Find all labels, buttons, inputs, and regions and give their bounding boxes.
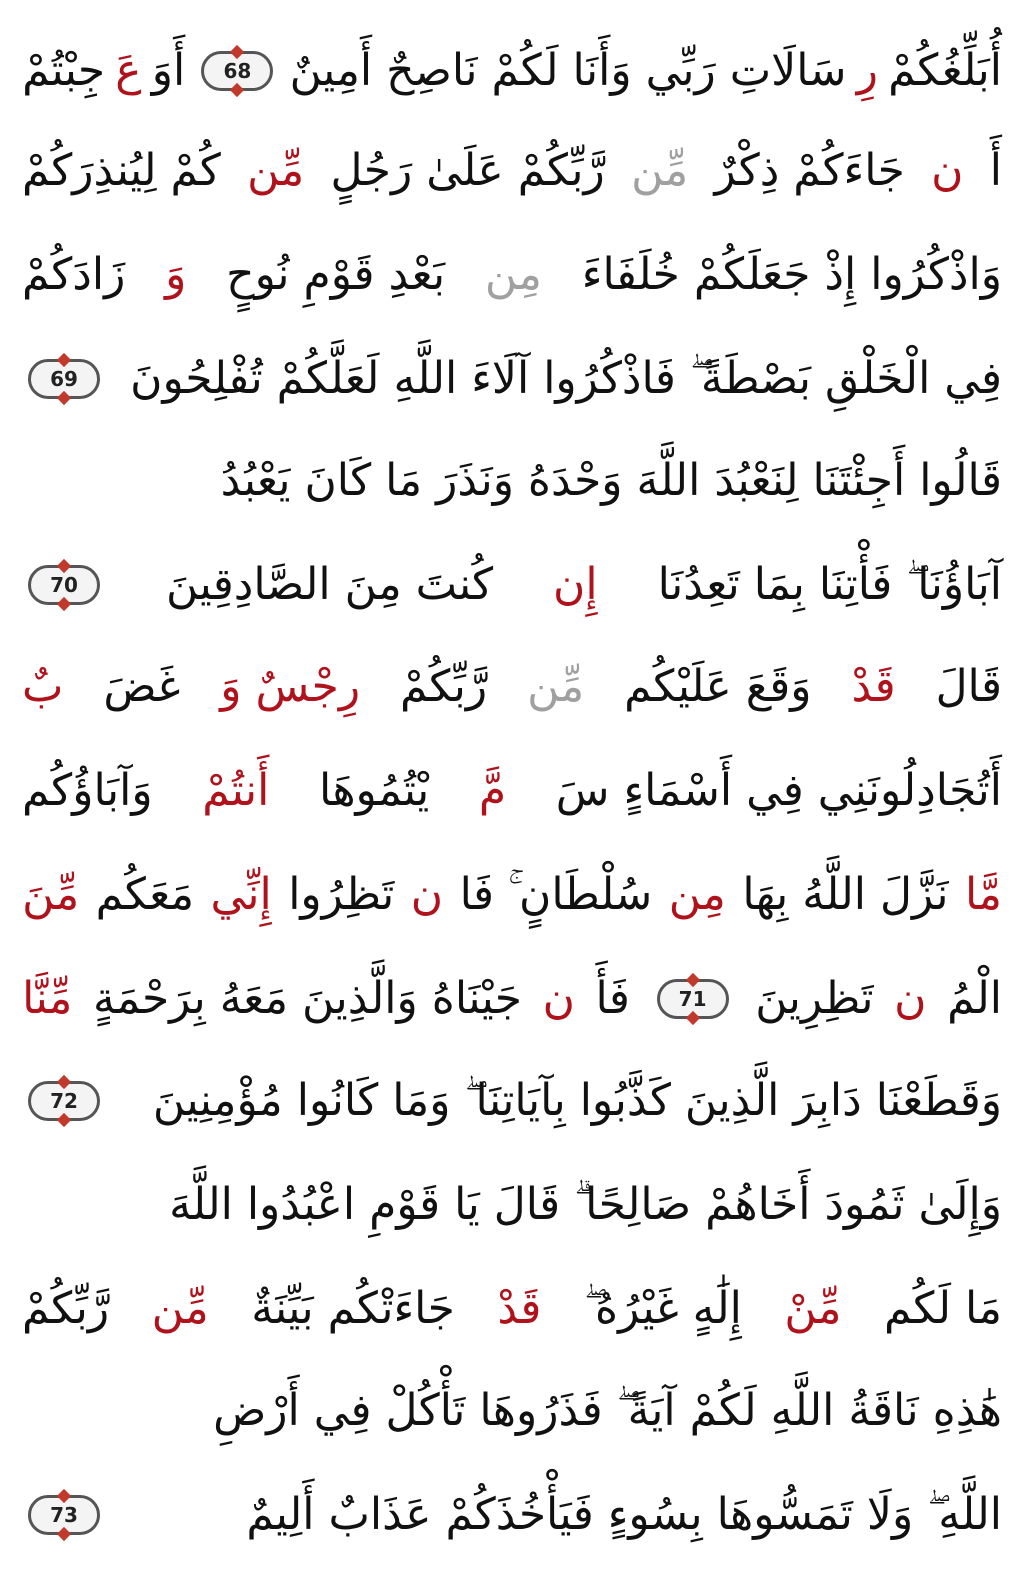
highlighted-word: مِّنَّا — [22, 973, 73, 1024]
highlighted-word: ن — [931, 145, 964, 196]
verse-number-marker: 73 — [28, 1495, 100, 1535]
highlighted-word: مِّنَ — [22, 869, 80, 920]
verse-text: قَالَ — [935, 661, 1002, 712]
verse-text: أَتُجَادِلُونَنِي فِي أَسْمَاءٍ سَ — [555, 765, 1002, 816]
verse-text: مَعَكُم — [95, 869, 195, 920]
highlighted-word: أَنتُمْ — [202, 765, 270, 816]
verse-text: جَيْنَاهُ وَالَّذِينَ مَعَهُ بِرَحْمَةٍ — [92, 973, 522, 1024]
text-line — [22, 1156, 1002, 1254]
text-line — [22, 1362, 1002, 1460]
verse-number-marker: 68 — [201, 51, 273, 91]
verse-text: قَالُوا أَجِئْتَنَا لِنَعْبُدَ اللَّهَ وَحْدَهُ وَنَذَرَ مَا كَانَ يَعْبُدُ — [220, 455, 1002, 506]
highlighted-word: مِّن — [527, 661, 585, 712]
text-line — [22, 1466, 1002, 1564]
highlighted-word: بٌ — [22, 661, 64, 712]
verse-text: نَزَّلَ اللَّهُ بِهَا — [742, 869, 949, 920]
highlighted-word: مِّن — [247, 145, 305, 196]
text-line — [22, 330, 1002, 428]
verse-number-marker: 69 — [28, 359, 100, 399]
highlighted-word: ن — [894, 973, 927, 1024]
verse-text: رَّبِّكُمْ — [400, 661, 488, 712]
text-line — [22, 1260, 1002, 1358]
text-line — [22, 22, 1002, 120]
verse-text: رَّبِّكُمْ — [22, 1283, 110, 1334]
verse-text: جِبْتُمْ — [22, 45, 106, 96]
highlighted-word: قَدْ — [851, 661, 896, 712]
verse-text: سُلْطَانٍ ۚ فَا — [459, 869, 653, 920]
highlighted-word: ن — [410, 869, 444, 920]
verse-text: رَّبِّكُمْ عَلَىٰ رَجُلٍ — [330, 145, 605, 196]
verse-text: كُنتَ مِنَ الصَّادِقِينَ — [166, 559, 494, 610]
verse-text: وَاذْكُرُوا إِذْ جَعَلَكُمْ خُلَفَاءَ — [581, 249, 1002, 300]
verse-text: وَقَطَعْنَا دَابِرَ الَّذِينَ كَذَّبُوا بِآيَاتِنَا ۖ وَمَا كَانُوا مُؤْمِنِينَ — [152, 1075, 1002, 1126]
highlighted-word: عَ — [115, 45, 142, 96]
verse-number-marker: 71 — [657, 979, 729, 1019]
text-line — [22, 226, 1002, 324]
highlighted-word: مِن — [668, 869, 726, 920]
highlighted-word: مِّن — [151, 1283, 209, 1334]
verse-text: أُبَلِّغُكُمْ — [888, 45, 1002, 96]
verse-text: فَأَ — [595, 973, 630, 1024]
text-line — [22, 122, 1002, 220]
highlighted-word: مِّن — [631, 145, 689, 196]
verse-text: هَٰذِهِ نَاقَةُ اللَّهِ لَكُمْ آيَةً ۖ فَذَرُوهَا تَأْكُلْ فِي أَرْضِ — [213, 1385, 1002, 1436]
verse-text: فِي الْخَلْقِ بَصْطَةً ۖ فَاذْكُرُوا آلَاءَ اللَّهِ لَعَلَّكُمْ تُفْلِحُونَ — [130, 353, 1002, 404]
text-line — [22, 432, 1002, 530]
highlighted-word: قَدْ — [497, 1283, 542, 1334]
highlighted-word: وَ — [165, 249, 187, 300]
text-line — [22, 1052, 1002, 1150]
text-line — [22, 638, 1002, 736]
highlighted-word: إِن — [553, 559, 598, 610]
verse-text: أَوَ — [151, 45, 186, 96]
verse-text: آبَاؤُنَا ۖ فَأْتِنَا بِمَا تَعِدُنَا — [657, 559, 1002, 610]
verse-text: جَاءَكُمْ ذِكْرٌ — [714, 145, 905, 196]
verse-number-marker: 70 — [28, 565, 100, 605]
verse-text: وَآبَاؤُكُم — [22, 765, 153, 816]
verse-text: جَاءَتْكُم بَيِّنَةٌ — [251, 1283, 455, 1334]
text-line — [22, 742, 1002, 840]
verse-text: تَظِرُوا — [288, 869, 395, 920]
text-line — [22, 950, 1002, 1048]
text-line — [22, 846, 1002, 944]
verse-text: الْمُ — [947, 973, 1002, 1024]
verse-text: بَعْدِ قَوْمِ نُوحٍ — [226, 249, 446, 300]
verse-text: غَضَ — [103, 661, 181, 712]
highlighted-word: رِ — [856, 45, 878, 96]
highlighted-word: ن — [542, 973, 575, 1024]
highlighted-word: إِنِّي — [210, 869, 272, 920]
highlighted-word: مِّنْ — [784, 1283, 842, 1334]
verse-text: وَقَعَ عَلَيْكُم — [624, 661, 812, 712]
verse-text: يْتُمُوهَا — [318, 765, 430, 816]
text-line — [22, 536, 1002, 634]
highlighted-word: رِجْسٌ وَ — [220, 661, 361, 712]
verse-text: سَالَاتِ رَبِّي وَأَنَا لَكُمْ نَاصِحٌ أَمِينٌ — [289, 45, 847, 96]
highlighted-word: مَّا — [965, 869, 1002, 920]
verse-text: وَإِلَىٰ ثَمُودَ أَخَاهُمْ صَالِحًا ۗ قَالَ يَا قَوْمِ اعْبُدُوا اللَّهَ — [169, 1179, 1002, 1230]
verse-text: تَظِرِينَ — [755, 973, 874, 1024]
verse-text: مَا لَكُم — [884, 1283, 1002, 1334]
highlighted-word: مِن — [484, 249, 542, 300]
verse-text: زَادَكُمْ — [22, 249, 126, 300]
verse-text: إِلَٰهٍ غَيْرُهُ ۖ — [584, 1283, 742, 1334]
highlighted-word: مَّ — [478, 765, 507, 816]
verse-text: اللَّهِ ۖ وَلَا تَمَسُّوهَا بِسُوءٍ فَيَأْخُذَكُمْ عَذَابٌ أَلِيمٌ — [246, 1489, 1002, 1540]
verse-text: أَ — [989, 145, 1002, 196]
verse-number-marker: 72 — [28, 1081, 100, 1121]
verse-text: كُمْ لِيُنذِرَكُمْ — [22, 145, 221, 196]
